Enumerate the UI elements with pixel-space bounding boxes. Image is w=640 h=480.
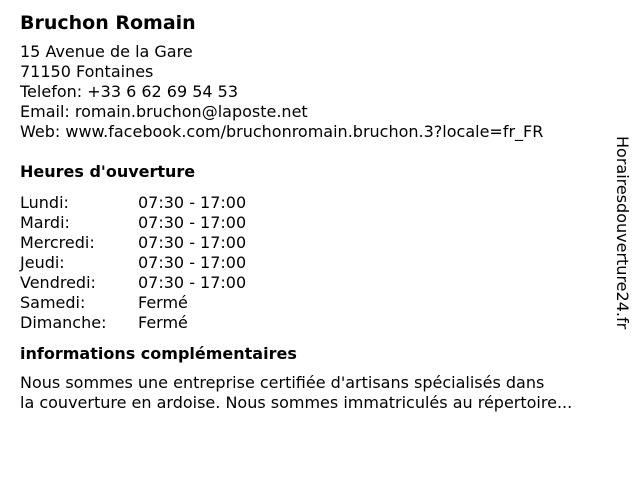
day-label: Jeudi: [20,253,65,272]
address-city: 71150 Fontaines [20,62,154,81]
phone-number[interactable]: Telefon: +33 6 62 69 54 53 [20,82,239,101]
hours-row-thursday [20,253,618,273]
email-address[interactable]: Email: romain.bruchon@laposte.net [20,102,308,121]
day-label: Samedi: [20,293,86,312]
site-watermark: Horairesdouverture24.fr [613,136,632,330]
day-label: Lundi: [20,193,69,212]
website-link[interactable]: Web: www.facebook.com/bruchonromain.bruchon.3?locale=fr_FR [20,122,544,141]
day-label: Vendredi: [20,273,96,292]
hours-row-sunday [20,313,618,333]
hours-row-monday [20,193,618,213]
business-name: Bruchon Romain [20,12,196,34]
time-value: 07:30 - 17:00 [138,213,247,232]
hours-row-saturday [20,293,618,313]
time-value: 07:30 - 17:00 [138,193,247,212]
hours-row-wednesday [20,233,618,253]
description-line: Nous sommes une entreprise certifiée d'artisans spécialisés dans [20,373,545,392]
time-value: Fermé [138,293,188,312]
description-line: la couverture en ardoise. Nous sommes immatriculés au répertoire... [20,393,573,412]
time-value: 07:30 - 17:00 [138,273,247,292]
hours-row-tuesday [20,213,618,233]
time-value: Fermé [138,313,188,332]
opening-hours-heading: Heures d'ouverture [20,162,196,181]
business-card [20,10,618,413]
day-label: Mercredi: [20,233,95,252]
opening-hours-table [20,193,618,333]
time-value: 07:30 - 17:00 [138,233,247,252]
day-label: Dimanche: [20,313,107,332]
time-value: 07:30 - 17:00 [138,253,247,272]
hours-row-friday [20,273,618,293]
address-street: 15 Avenue de la Gare [20,42,193,61]
day-label: Mardi: [20,213,70,232]
additional-info-heading: informations complémentaires [20,344,297,363]
